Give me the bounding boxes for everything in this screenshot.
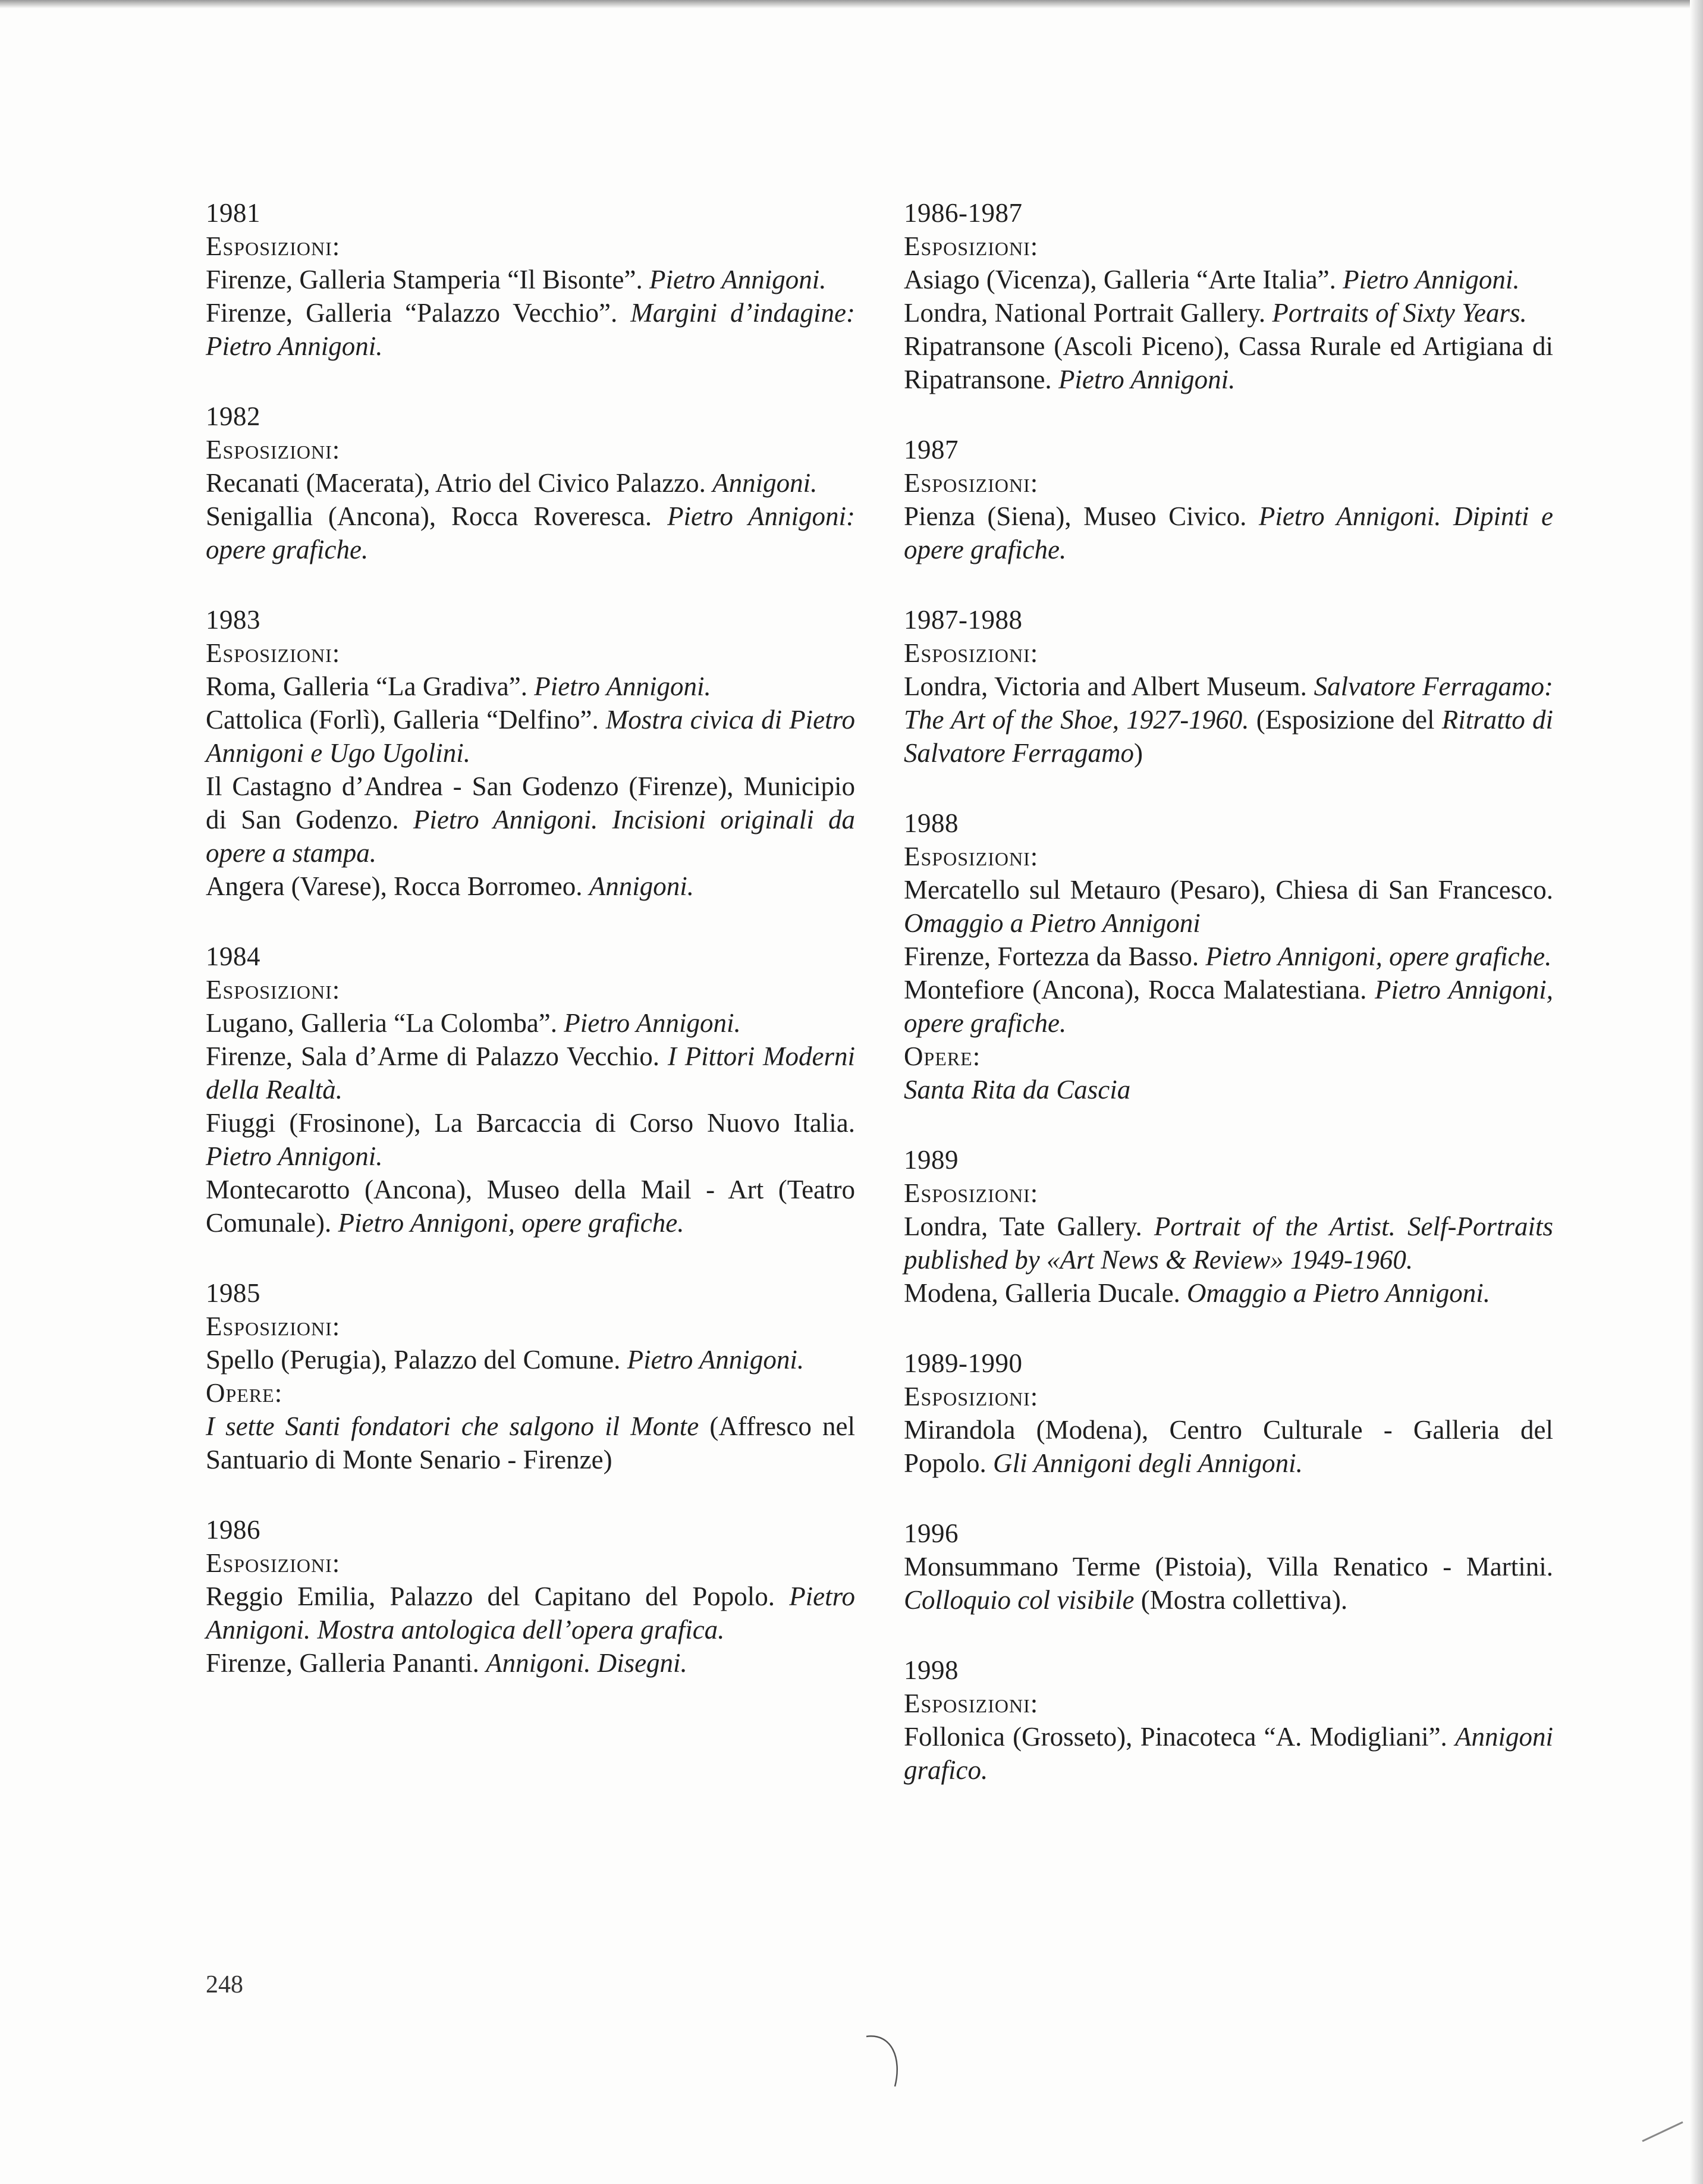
exhibition-item: [206, 1106, 855, 1173]
section-label: Esposizioni:: [904, 1689, 1039, 1718]
item-title: Salvatore Ferragamo: The Art of the Shoe, 1927-1960.: [904, 671, 1554, 735]
item-venue: Follonica (Grosseto), Pinacoteca “A. Modigliani”.: [904, 1722, 1447, 1752]
section-label: Esposizioni:: [904, 1178, 1039, 1208]
item-venue: Asiago (Vicenza), Galleria “Arte Italia”.: [904, 265, 1336, 294]
exhibition-item: [206, 1646, 855, 1680]
exhibition-item: [206, 670, 855, 703]
exhibition-item: [206, 296, 855, 363]
item-title: Pietro Annigoni. Dipinti e opere grafiche.: [904, 501, 1553, 564]
scan-top-edge: [0, 0, 1703, 8]
item-venue: Fiuggi (Frosinone), La Barcaccia di Corso Nuovo Italia.: [206, 1108, 855, 1138]
exhibition-item: [206, 1040, 855, 1106]
exhibition-item: [206, 466, 855, 500]
item-venue: Mirandola (Modena), Centro Culturale - Galleria del Popolo.: [904, 1415, 1553, 1478]
exhibition-item: [904, 873, 1553, 940]
item-venue: Mercatello sul Metauro (Pesaro), Chiesa di San Francesco.: [904, 875, 1553, 905]
section-label: Opere:: [206, 1378, 283, 1408]
item-title: Portraits of Sixty Years.: [1272, 298, 1527, 328]
item-title: Pietro Annigoni: opere grafiche.: [206, 501, 855, 564]
item-title: Pietro Annigoni.: [206, 1141, 383, 1171]
chronology-entry: [904, 1653, 1553, 1787]
item-venue: Ripatransone (Ascoli Piceno), Cassa Rurale ed Artigiana di Ripatransone.: [904, 331, 1553, 394]
exhibition-item: [904, 1720, 1553, 1787]
item-title: Pietro Annigoni, opere grafiche.: [1205, 942, 1552, 971]
item-venue: Il Castagno d’Andrea - San Godenzo (Firenze), Municipio di San Godenzo.: [206, 771, 855, 834]
item-title: Pietro Annigoni.: [1343, 265, 1520, 294]
entry-year: 1998: [904, 1655, 959, 1685]
entry-year: 1986: [206, 1515, 260, 1545]
item-title: Colloquio col visibile: [904, 1585, 1135, 1615]
decorative-curve: [865, 2032, 925, 2091]
item-title: Omaggio a Pietro Annigoni: [904, 908, 1201, 938]
page-number: 248: [206, 1971, 243, 1998]
section-label: Esposizioni:: [904, 231, 1039, 261]
item-title: Ritratto di Salvatore Ferragamo: [904, 705, 1554, 768]
entry-year: 1989: [904, 1145, 959, 1175]
item-title: Pietro Annigoni. Incisioni originali da opere a stampa.: [206, 805, 855, 868]
entry-year: 1982: [206, 401, 260, 431]
section-label: Esposizioni:: [904, 842, 1039, 871]
left-column: [206, 196, 855, 1717]
section-label: Opere:: [904, 1041, 981, 1071]
chronology-entry: [206, 1513, 855, 1680]
section-label: Esposizioni:: [206, 435, 341, 465]
section-label: Esposizioni:: [206, 231, 341, 261]
exhibition-item: [904, 1413, 1553, 1480]
section-label: Esposizioni:: [206, 1548, 341, 1578]
exhibition-item: [206, 1410, 855, 1476]
item-venue: Roma, Galleria “La Gradiva”.: [206, 671, 527, 701]
item-title: Annigoni. Disegni.: [486, 1648, 687, 1678]
item-title: Annigoni.: [589, 871, 694, 901]
item-venue: (Mostra collettiva).: [1140, 1585, 1348, 1615]
chronology-entry: [904, 1347, 1553, 1480]
item-venue: Firenze, Fortezza da Basso.: [904, 942, 1199, 971]
item-title: Pietro Annigoni.: [649, 265, 827, 294]
item-title: I Pittori Moderni della Realtà.: [206, 1041, 855, 1104]
exhibition-item: [904, 1276, 1553, 1310]
item-title: Pietro Annigoni.: [1058, 365, 1236, 394]
item-title: Omaggio a Pietro Annigoni.: [1187, 1278, 1491, 1308]
item-title: Portrait of the Artist. Self-Portraits published by «Art News & Review» 1949-1960.: [904, 1212, 1553, 1275]
scan-right-edge: [1690, 0, 1703, 2184]
chronology-entry: [904, 603, 1553, 770]
item-venue: Angera (Varese), Rocca Borromeo.: [206, 871, 583, 901]
item-title: Pietro Annigoni.: [534, 671, 711, 701]
exhibition-item: [206, 263, 855, 296]
item-title: I sette Santi fondatori che salgono il Monte: [206, 1411, 699, 1441]
chronology-entry: [904, 433, 1553, 566]
item-venue: ): [1134, 738, 1143, 768]
exhibition-item: [904, 973, 1553, 1040]
exhibition-item: [206, 1343, 855, 1376]
entry-year: 1984: [206, 942, 260, 971]
item-venue: Recanati (Macerata), Atrio del Civico Palazzo.: [206, 468, 706, 498]
item-title: Gli Annigoni degli Annigoni.: [993, 1448, 1303, 1478]
exhibition-item: [206, 1006, 855, 1040]
chronology-entry: [904, 1517, 1553, 1617]
item-venue: (Affresco nel Santuario di Monte Senario - Firenze): [206, 1411, 856, 1474]
item-title: Margini d’indagine: Pietro Annigoni.: [206, 298, 856, 361]
section-label: Esposizioni:: [206, 1311, 341, 1341]
item-title: Annigoni.: [712, 468, 818, 498]
chronology-entry: [206, 940, 855, 1240]
section-label: Esposizioni:: [904, 638, 1039, 668]
section-label: Esposizioni:: [904, 468, 1039, 498]
item-venue: Firenze, Galleria Pananti.: [206, 1648, 479, 1678]
item-venue: Senigallia (Ancona), Rocca Roveresca.: [206, 501, 652, 531]
entry-year: 1981: [206, 198, 260, 228]
section-label: Esposizioni:: [904, 1382, 1039, 1411]
item-venue: Spello (Perugia), Palazzo del Comune.: [206, 1345, 621, 1375]
entry-year: 1989-1990: [904, 1348, 1023, 1378]
item-venue: Firenze, Sala d’Arme di Palazzo Vecchio.: [206, 1041, 660, 1071]
chronology-entry: [206, 1276, 855, 1476]
exhibition-item: [904, 263, 1553, 296]
item-venue: Montefiore (Ancona), Rocca Malatestiana.: [904, 975, 1367, 1005]
exhibition-item: [904, 940, 1553, 973]
entry-year: 1983: [206, 605, 260, 635]
right-column: [904, 196, 1553, 1824]
exhibition-item: [904, 500, 1553, 566]
item-venue: Reggio Emilia, Palazzo del Capitano del Popolo.: [206, 1581, 775, 1611]
chronology-entry: [904, 1143, 1553, 1310]
item-title: Mostra civica di Pietro Annigoni e Ugo Ugolini.: [206, 705, 855, 768]
exhibition-item: [206, 1580, 855, 1646]
item-venue: Londra, Victoria and Albert Museum.: [904, 671, 1307, 701]
exhibition-item: [206, 770, 855, 870]
entry-year: 1987-1988: [904, 605, 1023, 635]
item-venue: Londra, Tate Gallery.: [904, 1212, 1142, 1241]
exhibition-item: [206, 1173, 855, 1240]
item-venue: Montecarotto (Ancona), Museo della Mail - Art (Teatro Comunale).: [206, 1175, 855, 1238]
entry-year: 1987: [904, 435, 959, 465]
exhibition-item: [904, 330, 1553, 396]
chronology-entry: [206, 603, 855, 903]
exhibition-item: [904, 1073, 1553, 1106]
exhibition-item: [904, 1550, 1553, 1617]
corner-pencil-mark: [1641, 2117, 1689, 2147]
section-label: Esposizioni:: [206, 638, 341, 668]
entry-year: 1996: [904, 1518, 959, 1548]
item-venue: Monsummano Terme (Pistoia), Villa Renatico - Martini.: [904, 1552, 1553, 1581]
exhibition-item: [206, 870, 855, 903]
item-venue: Londra, National Portrait Gallery.: [904, 298, 1266, 328]
item-title: Pietro Annigoni, opere grafiche.: [338, 1208, 684, 1238]
item-title: Annigoni grafico.: [904, 1722, 1553, 1785]
entry-year: 1985: [206, 1278, 260, 1308]
item-venue: Firenze, Galleria Stamperia “Il Bisonte”.: [206, 265, 643, 294]
chronology-entry: [904, 807, 1553, 1106]
chronology-entry: [206, 400, 855, 566]
item-venue: Lugano, Galleria “La Colomba”.: [206, 1008, 558, 1038]
exhibition-item: [904, 1210, 1553, 1276]
item-venue: Modena, Galleria Ducale.: [904, 1278, 1180, 1308]
item-title: Pietro Annigoni.: [627, 1345, 805, 1375]
item-venue: Pienza (Siena), Museo Civico.: [904, 501, 1247, 531]
exhibition-item: [206, 500, 855, 566]
chronology-entry: [206, 196, 855, 363]
item-title: Pietro Annigoni.: [564, 1008, 741, 1038]
item-venue: (Esposizione del: [1256, 705, 1435, 735]
item-venue: Firenze, Galleria “Palazzo Vecchio”.: [206, 298, 618, 328]
chronology-entry: [904, 196, 1553, 396]
item-title: Pietro Annigoni, opere grafiche.: [904, 975, 1553, 1038]
entry-year: 1988: [904, 808, 959, 838]
item-venue: Cattolica (Forlì), Galleria “Delfino”.: [206, 705, 599, 735]
item-title: Pietro Annigoni. Mostra antologica dell’opera grafica.: [206, 1581, 855, 1645]
entry-year: 1986-1987: [904, 198, 1023, 228]
exhibition-item: [904, 670, 1553, 770]
exhibition-item: [904, 296, 1553, 330]
exhibition-item: [206, 703, 855, 770]
item-title: Santa Rita da Cascia: [904, 1075, 1131, 1104]
section-label: Esposizioni:: [206, 975, 341, 1005]
